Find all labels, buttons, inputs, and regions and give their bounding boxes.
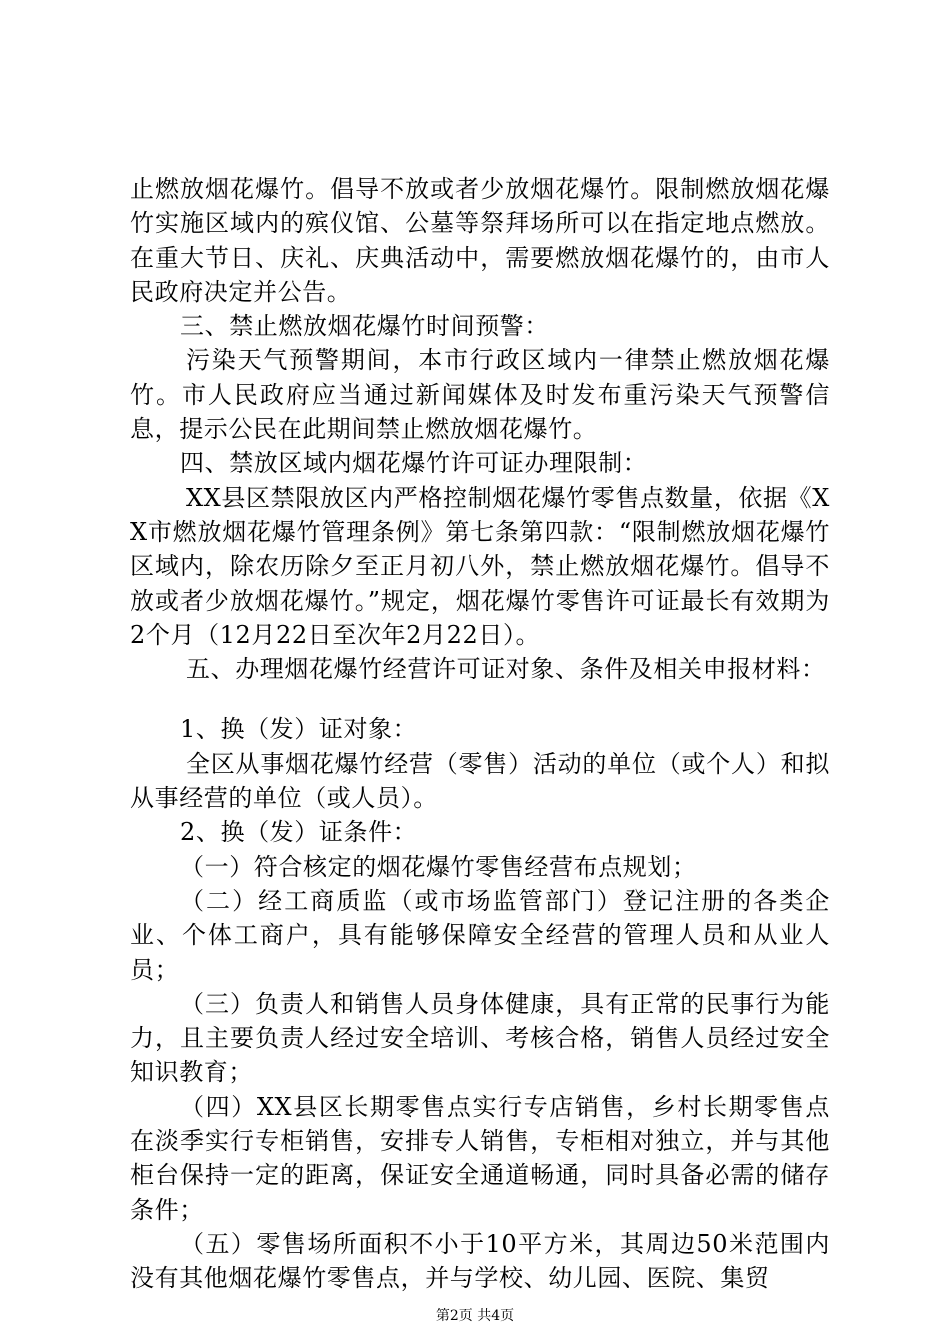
condition-1: （一）符合核定的烟花爆竹零售经营布点规划；	[180, 852, 697, 881]
paragraph-restriction-intro: 止燃放烟花爆竹。倡导不放或者少放烟花爆竹。限制燃放烟花爆竹实施区域内的殡仪馆、公墓等祭拜场所可以在指定地点燃放。在重大节日、庆礼、庆典活动中，需要燃放烟花爆竹的，由市人民政府决定并公告。	[130, 175, 830, 306]
paragraph-license-target: 全区从事烟花爆竹经营（零售）活动的单位（或个人）和拟从事经营的单位（或人员）。	[130, 749, 830, 813]
paragraph-gap	[130, 686, 830, 712]
page-number-footer: 第2页 共4页	[435, 1308, 515, 1324]
heading-item-2: 2、换（发）证条件：	[180, 818, 418, 847]
heading-section-4: 四、禁放区域内烟花爆竹许可证办理限制：	[180, 449, 648, 478]
condition-3: （三）负责人和销售人员身体健康，具有正常的民事行为能力，且主要负责人经过安全培训、考核合格，销售人员经过安全知识教育；	[130, 989, 830, 1087]
heading-section-3: 三、禁止燃放烟花爆竹时间预警：	[180, 312, 549, 341]
heading-section-5: 五、办理烟花爆竹经营许可证对象、条件及相关申报材料：	[186, 655, 826, 684]
condition-4: （四）XX县区长期零售点实行专店销售，乡村长期零售点在淡季实行专柜销售，安排专人销售，专柜相对独立，并与其他柜台保持一定的距离，保证安全通道畅通，同时具备必需的储存条件；	[130, 1092, 830, 1224]
condition-2: （二）经工商质监（或市场监管部门）登记注册的各类企业、个体工商户，具有能够保障安全经营的管理人员和从业人员；	[130, 886, 830, 984]
paragraph-license-limit: XX县区禁限放区内严格控制烟花爆竹零售点数量，依据《XX市燃放烟花爆竹管理条例》第七条第四款：“限制燃放烟花爆竹区域内，除农历除夕至正月初八外，禁止燃放烟花爆竹。倡导不放或者少放烟花爆竹。”规定，烟花爆竹零售许可证最长有效期为2个月（12月22日至次年2月22日）。	[130, 483, 830, 649]
condition-5: （五）零售场所面积不小于10平方米，其周边50米范围内没有其他烟花爆竹零售点，并与学校、幼儿园、医院、集贸	[130, 1229, 830, 1293]
paragraph-pollution-warning: 污染天气预警期间，本市行政区域内一律禁止燃放烟花爆竹。市人民政府应当通过新闻媒体及时发布重污染天气预警信息，提示公民在此期间禁止燃放烟花爆竹。	[130, 346, 830, 444]
document-body	[130, 172, 830, 1296]
heading-item-1: 1、换（发）证对象：	[180, 715, 418, 744]
